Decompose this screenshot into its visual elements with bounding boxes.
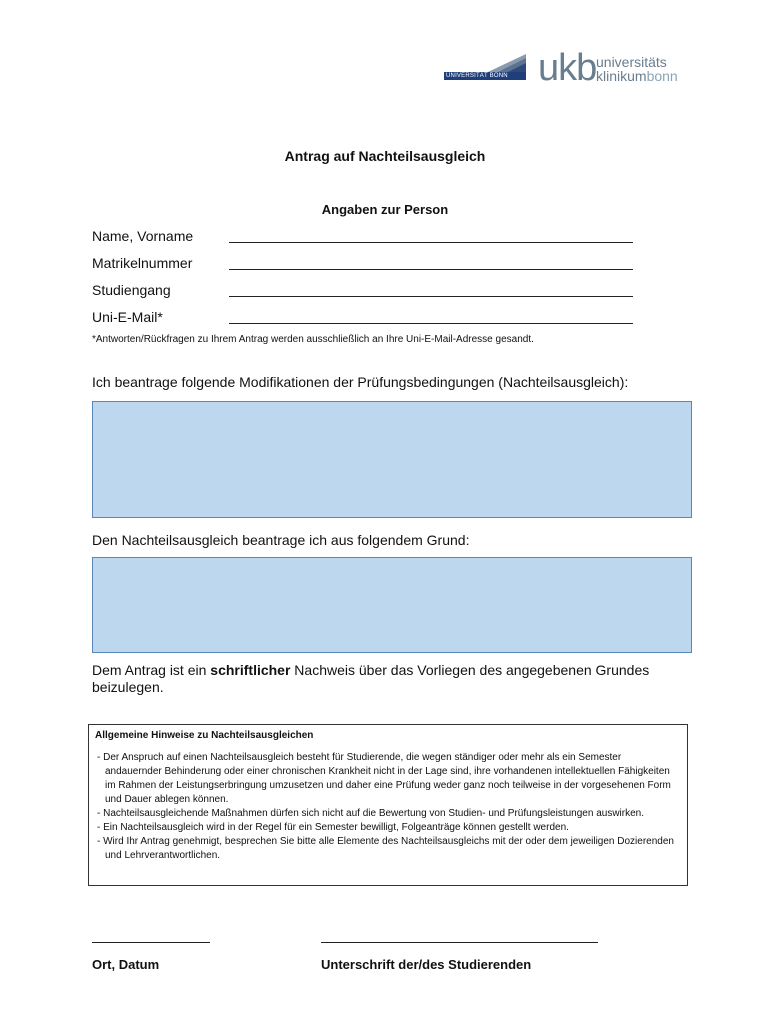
proof-note-bold: schriftlicher — [210, 662, 291, 678]
reason-label: Den Nachteilsausgleich beantrage ich aus folgendem Grund: — [92, 532, 470, 548]
ukb-logo-line1: universitäts — [596, 54, 667, 70]
modifications-textarea[interactable] — [92, 401, 692, 518]
notes-item: - Nachteilsausgleichende Maßnahmen dürfen sich nicht auf die Bewertung von Studien- und Prüfungsleistungen auswirken. — [97, 808, 644, 819]
signature-field[interactable] — [321, 942, 598, 943]
ukb-logo-text — [596, 55, 678, 83]
email-footnote: *Antworten/Rückfragen zu Ihrem Antrag werden ausschließlich an Ihre Uni-E-Mail-Adresse gesandt. — [92, 334, 534, 345]
place-date-label: Ort, Datum — [92, 957, 160, 972]
ukb-logo-line2b: bonn — [646, 68, 678, 84]
signature-label: Unterschrift der/des Studierenden — [321, 957, 532, 972]
matriculation-field[interactable] — [229, 269, 633, 270]
notes-item: - Wird Ihr Antrag genehmigt, besprechen Sie bitte alle Elemente des Nachteilsausgleichs mit der oder dem jeweiligen Dozierenden und Lehrverantwortlichen. — [97, 836, 674, 861]
bonn-logo-text: UNIVERSITÄT BONN — [446, 73, 508, 79]
study-program-label: Studiengang — [92, 282, 171, 298]
ukb-logo-line2a: klinikum — [596, 68, 647, 84]
name-field[interactable] — [229, 242, 633, 243]
page-title: Antrag auf Nachteilsausgleich — [284, 148, 486, 164]
place-date-field[interactable] — [92, 942, 210, 943]
notes-item: - Ein Nachteilsausgleich wird in der Regel für ein Semester bewilligt, Folgeanträge können gestellt werden. — [97, 822, 569, 833]
uni-email-label: Uni-E-Mail* — [92, 309, 163, 325]
person-section-heading: Angaben zur Person — [321, 202, 449, 217]
proof-note — [92, 662, 682, 696]
matriculation-label: Matrikelnummer — [92, 255, 193, 271]
modifications-label: Ich beantrage folgende Modifikationen der Prüfungsbedingungen (Nachteilsausgleich): — [92, 374, 629, 390]
study-program-field[interactable] — [229, 296, 633, 297]
proof-note-before: Dem Antrag ist ein — [92, 662, 211, 678]
general-notes-box — [88, 724, 688, 886]
uni-email-field[interactable] — [229, 323, 633, 324]
notes-title: Allgemeine Hinweise zu Nachteilsausgleichen — [95, 730, 314, 741]
notes-item: - Der Anspruch auf einen Nachteilsausgleich besteht für Studierende, die wegen ständiger oder mehr als ein Semester andauernder Behinderung oder einer chronischen Krankheit nicht in der Lage sind, ihre vorhandenen intellektuellen Fähigkeiten im Rahmen der Leistungserbringung umzusetzen und daher eine Prüfung weder ganz noch teilweise in der vorgesehenen Form und Dauer ablegen können. — [97, 752, 671, 805]
university-bonn-logo — [444, 54, 526, 82]
proof-note-after: Nachweis über das Vorliegen des angegebenen Grundes beizulegen. — [92, 662, 650, 695]
ukb-logo-mark: ukb — [538, 47, 597, 89]
bonn-logo-graphic-icon — [444, 54, 526, 72]
reason-textarea[interactable] — [92, 557, 692, 653]
name-label: Name, Vorname — [92, 228, 194, 244]
